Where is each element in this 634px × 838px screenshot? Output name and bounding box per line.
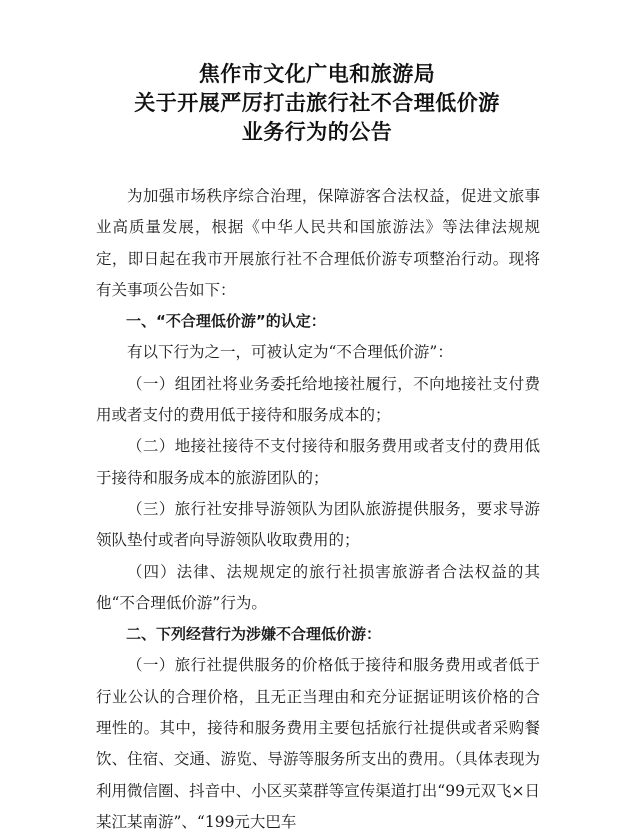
- title-line-subject: 关于开展严厉打击旅行社不合理低价游: [134, 91, 500, 115]
- section-1-item-2: （二）地接社接待不支付接待和服务费用或者支付的费用低于接待和服务成本的旅游团队的；: [96, 437, 540, 487]
- title-line-issuer: 焦作市文化广电和旅游局: [198, 62, 436, 86]
- title-line-subject-cont: 业务行为的公告: [241, 120, 393, 144]
- section-1-item-3: （三）旅行社安排导游领队为团队旅游提供服务，要求导游领队垫付或者向导游领队收取费用的；: [96, 499, 540, 550]
- section-1-lead: 有以下行为之一，可被认定为“不合理低价游”：: [127, 343, 453, 362]
- intro-paragraph: 为加强市场秩序综合治理，保障游客合法权益，促进文旅事业高质量发展，根据《中华人民共和国旅游法》等法律法规规定，即日起在我市开展旅行社不合理低价游专项整治行动。现将有关事项公告如下：: [96, 187, 540, 299]
- section-1-item-4: （四）法律、法规规定的旅行社损害旅游者合法权益的其他“不合理低价游”行为。: [96, 562, 540, 612]
- document-title: [0, 60, 634, 147]
- document-body: [96, 181, 540, 838]
- section-1-item-1: （一）组团社将业务委托给地接社履行，不向地接社支付费用或者支付的费用低于接待和服务成本的；: [96, 374, 540, 425]
- section-heading-1: 一、“不合理低价游”的认定：: [126, 312, 326, 331]
- section-2-item-1: （一）旅行社提供服务的价格低于接待和服务费用或者低于行业公认的合理价格，且无正当理由和充分证据证明该价格的合理性的。其中，接待和服务费用主要包括旅行社提供或者采购餐饮、住宿、交通、游览、导游等服务所支出的费用。（具体表现为利用微信圈、抖音中、小区买菜群等宣传渠道打出“99元双飞×日某江某南游”、“199元大巴车: [96, 656, 540, 831]
- section-heading-2: 二、下列经营行为涉嫌不合理低价游：: [126, 625, 382, 644]
